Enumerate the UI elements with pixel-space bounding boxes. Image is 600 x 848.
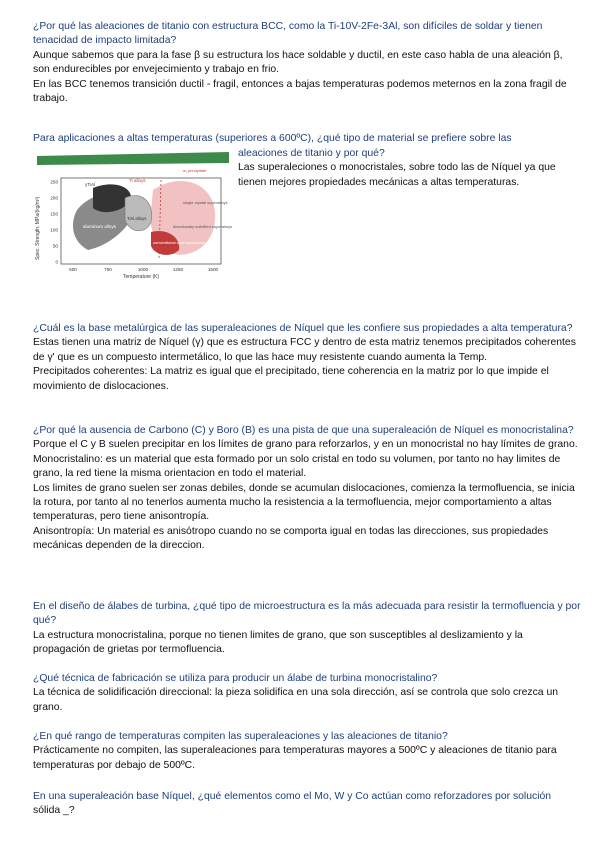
y-tick-label: 100 <box>50 227 58 233</box>
strength-temperature-figure <box>33 150 233 280</box>
question-6: ¿Qué técnica de fabricación se utiliza para producir un álabe de turbina monocristalino? <box>33 673 438 684</box>
y-axis-label: Spec. Strength, MPa/(kg/m³) <box>35 196 41 260</box>
y-tick-label: 50 <box>52 243 58 249</box>
answer-4a: Porque el C y B suelen precipitar en los límites de grano para reforzarlos, y en un monocristal no hay límites de grano. <box>33 439 578 451</box>
x-tick-label: 1000 <box>137 267 149 272</box>
answer-7: Prácticamente no compiten, las superaleaciones para temperaturas mayores a 500ºC y aleaciones de titanio para temperaturas por debajo de 500ºC. <box>33 745 557 771</box>
answer-4c: Los limites de grano suelen ser zonas debiles, donde se acumulan dislocaciones, comienza la termofluencia, se inicia la rotura, por tanto al no tenerlos aumenta mucho la resistencia a la termofluencia, mejor comportamiento a altas temperaturas, pero tiene anisontropía. <box>33 482 575 523</box>
y-tick-label: 150 <box>50 211 58 217</box>
section-fabrication <box>33 672 581 715</box>
section-high-temp <box>33 132 581 146</box>
question-8-tail: sólida _? <box>33 805 75 817</box>
label-gtr: γTiAl <box>85 182 96 187</box>
x-tick-label: 1500 <box>207 267 219 272</box>
answer-5: La estructura monocristalina, porque no tienen limites de grano, que son susceptibles al deslizamiento y la propagación de grietas por termofluencia. <box>33 629 523 656</box>
label-tial: TiAl alloys <box>127 216 147 221</box>
y-tick-label: 250 <box>50 179 58 185</box>
x-tick-label: 500 <box>69 267 77 272</box>
answer-3b: Precipitados coherentes: La matriz es igual que el precipitado, tiene coherencia en la matriz por lo que impide el movimiento de dislocaciones. <box>33 366 549 392</box>
section-solid-solution <box>33 790 581 819</box>
question-8-text: En una superaleación base Níquel, ¿qué elementos como el Mo, W y Co actúan como reforzadores por solución <box>33 791 552 802</box>
y-tick-label: 200 <box>50 195 58 201</box>
label-cast: conventional cast superalloys <box>153 240 206 245</box>
question-4: ¿Por qué la ausencia de Carbono (C) y Boro (B) es una pista de que una superaleación de Níquel es monocristalina? <box>33 425 574 436</box>
x-tick-label: 1250 <box>172 267 184 272</box>
question-7: ¿En qué rango de temperaturas compiten las superaleaciones y las aleaciones de titanio? <box>33 731 448 742</box>
label-aluminum: aluminum alloys <box>83 224 116 229</box>
answer-4d: Anisontropía: Un material es anisótropo cuando no se comporta igual en todas las direcciones, sus propiedades mecánicas dependen de la direccion. <box>33 525 549 552</box>
question-2: Para aplicaciones a altas temperaturas (superiores a 600ºC), ¿qué tipo de material se prefiere sobre las <box>33 133 512 144</box>
x-tick-label: 750 <box>104 267 112 272</box>
section-titanium-bcc <box>33 20 581 106</box>
answer-1a: Aunque sabemos que para la fase β su estructura los hace soldable y ductil, en este caso habla de una aleación β, son endurecibles por envejecimiento y trabajo en frio. <box>33 49 563 76</box>
label-single-crystal: single crystal superalloys <box>183 200 228 205</box>
section-turbine-microstructure <box>33 600 581 658</box>
y-tick-label: 0 <box>55 259 58 265</box>
section-carbon-boron <box>33 424 581 554</box>
question-5: En el diseño de álabes de turbina, ¿qué tipo de microestructura es la más adecuada para resistir la termofluencia y por qué? <box>33 601 581 627</box>
answer-3a: Estas tienen una matriz de Níquel (γ) que es estructura FCC y dentro de esta matriz tenemos precipitados coherentes de γ' que es un compuesto intermetálico, lo que las hace muy resistente cuando aumenta la Temp. <box>33 337 576 363</box>
section-high-temp-side <box>238 147 583 190</box>
question-2-tail: aleaciones de titanio y por qué? <box>238 148 385 159</box>
section-temperature-range <box>33 730 581 773</box>
x-axis-label: Temperature (K) <box>123 274 160 280</box>
answer-2: Las superaleciones o monocristales, sobre todo las de Níquel ya que tienen mejores propiedades mecánicas a altas temperaturas. <box>238 162 556 188</box>
question-1: ¿Por qué las aleaciones de titanio con estructura BCC, como la Ti-10V-2Fe-3Al, son difíciles de soldar y tienen tenacidad de impacto limitada? <box>33 21 543 47</box>
answer-6: La técnica de solidificación direccional: la pieza solidifica en una sola dirección, así se controla que solo crezca un grano. <box>33 687 559 713</box>
section-nickel-base <box>33 322 581 394</box>
question-3: ¿Cuál es la base metalúrgica de las superaleaciones de Níquel que les confiere sus propiedades a alta temperatura? <box>33 323 573 334</box>
strength-chart-svg <box>33 150 233 280</box>
label-ti-alloys: Ti alloys <box>129 178 146 183</box>
answer-4b: Monocristalino: es un material que esta formado por un solo cristal en todo su volumen, por tanto no hay limites de grano, la red tiene la misma orientacion en todo el material. <box>33 453 561 480</box>
question-8 <box>33 790 581 819</box>
label-top: α₂ precipitate <box>183 168 207 173</box>
answer-1b: En las BCC tenemos transición ductil - fragil, entonces a bajas temperaturas podemos meternos en la zona fragil de trabajo. <box>33 78 567 105</box>
label-ds: directionally solidified superalloys <box>173 224 233 229</box>
